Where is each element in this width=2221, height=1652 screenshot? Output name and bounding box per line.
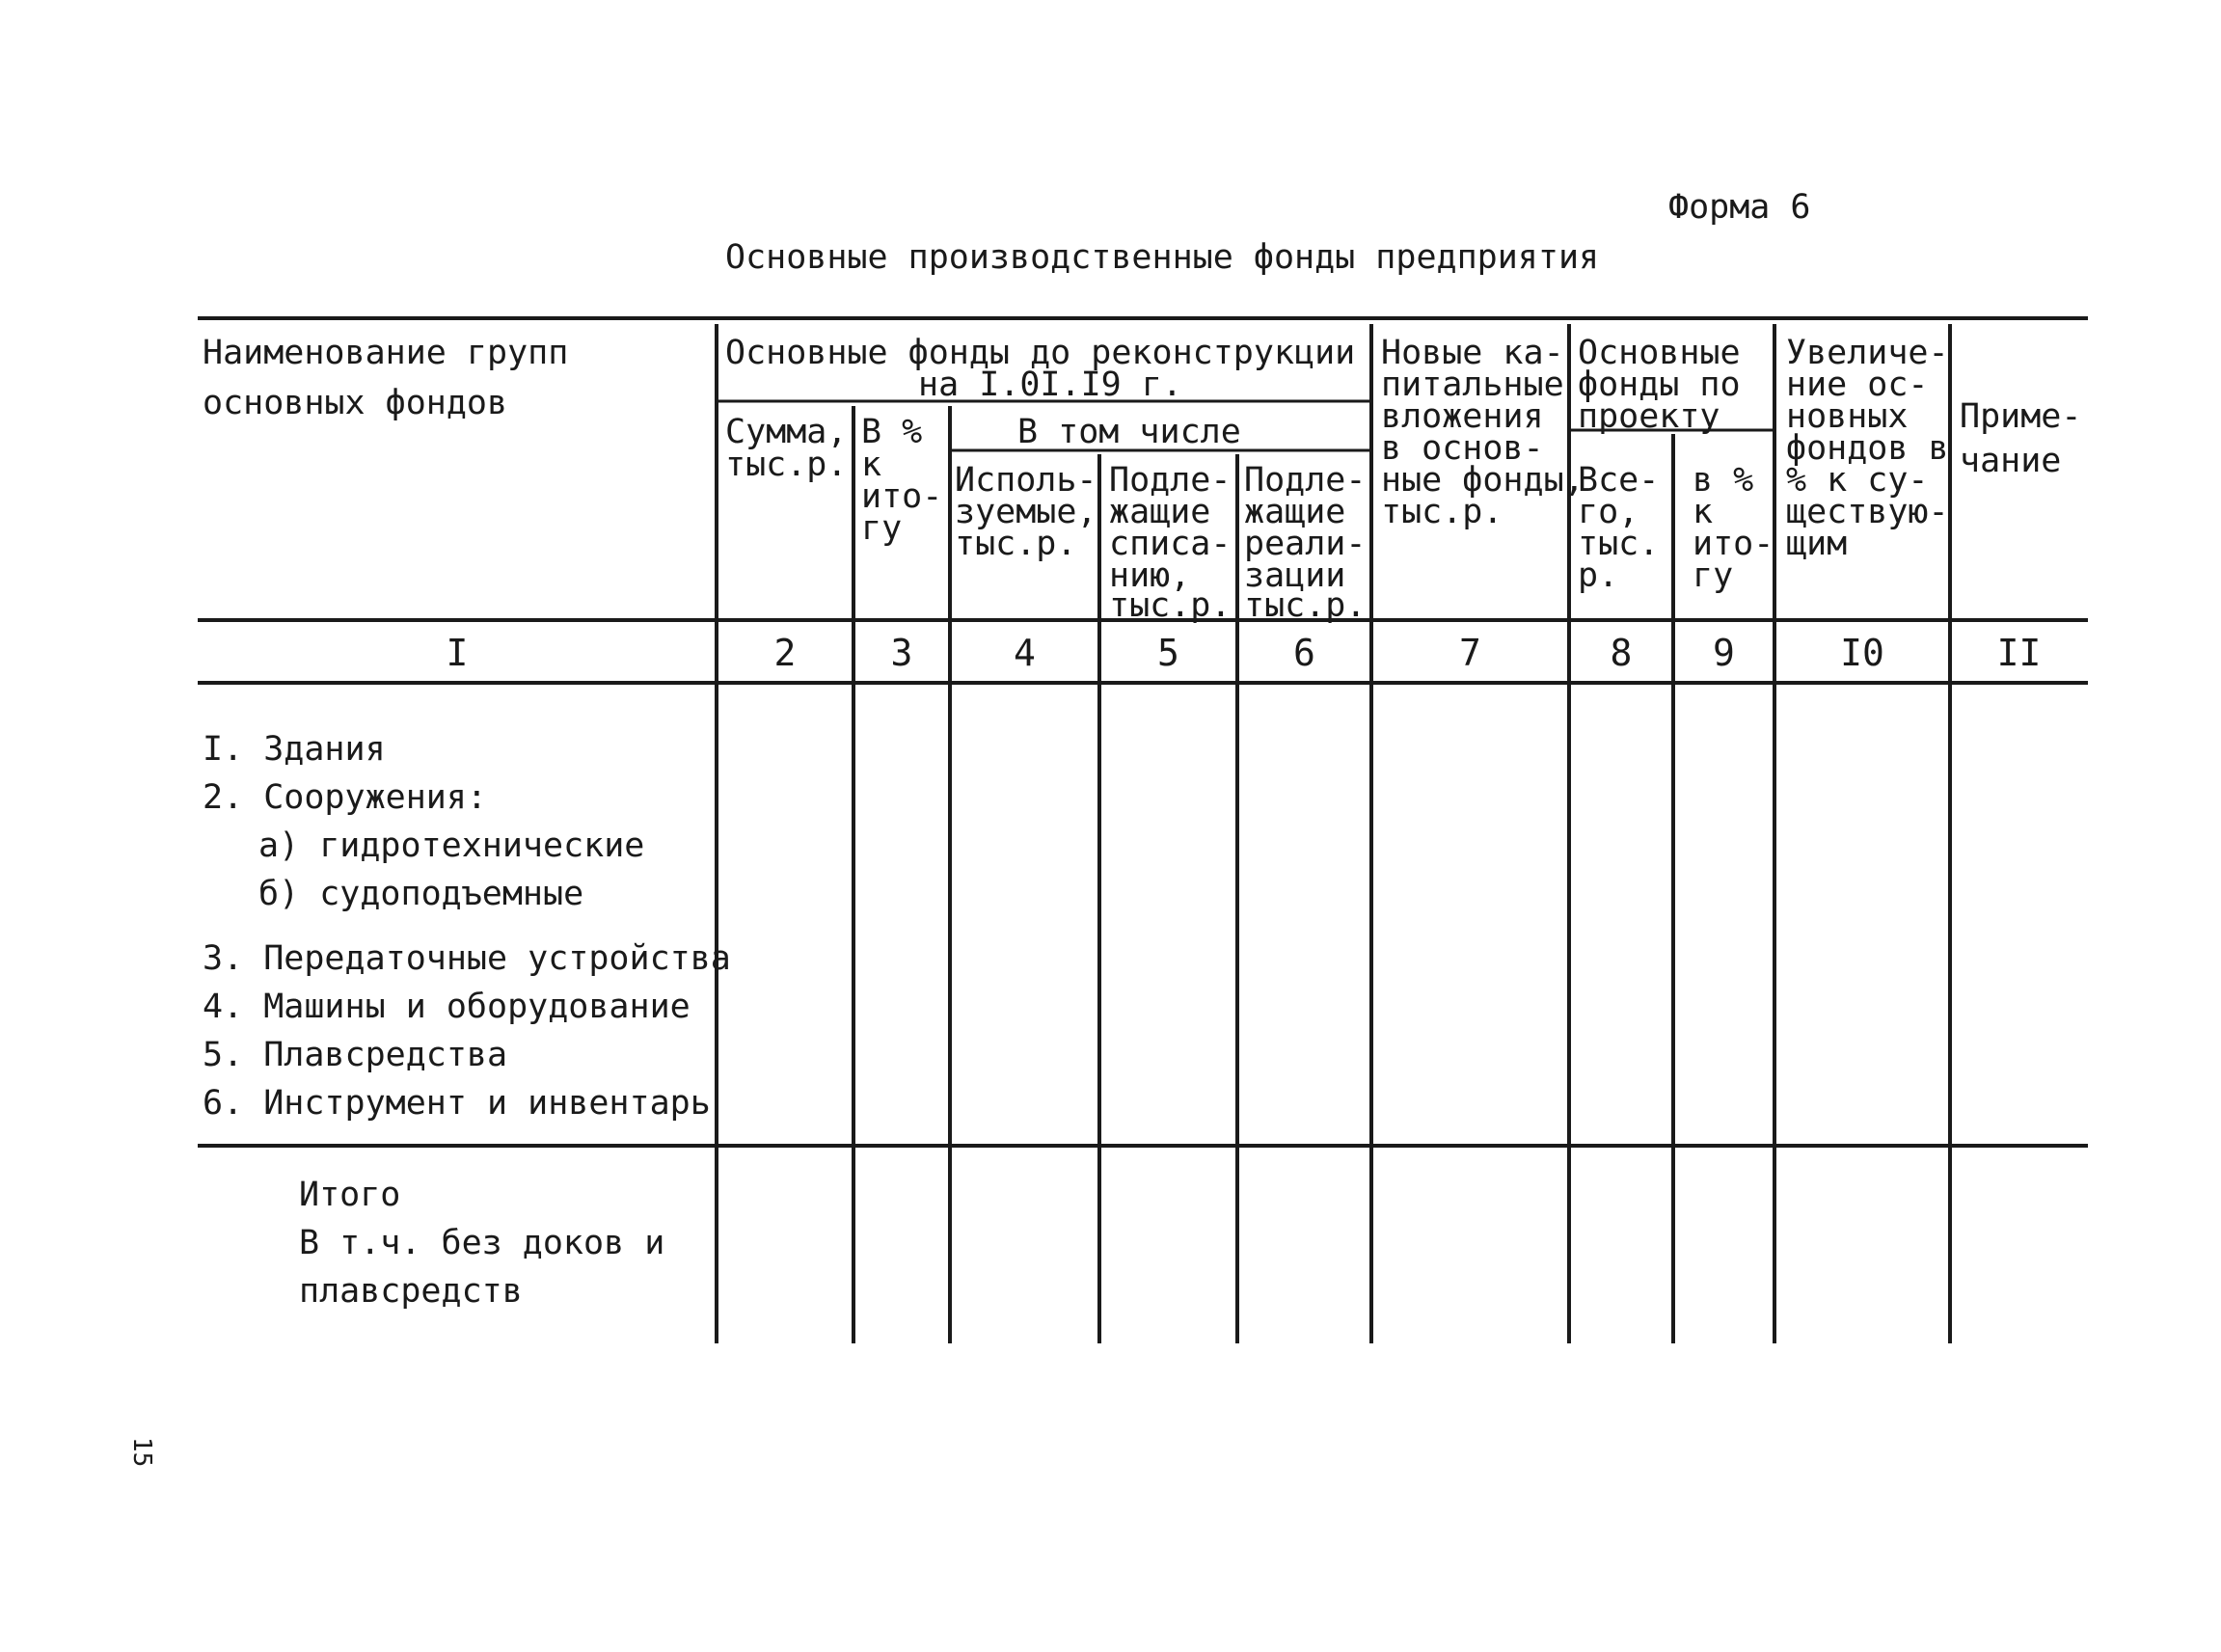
header-col11-line2: чание xyxy=(1960,442,2062,480)
column-number-9: 9 xyxy=(1713,632,1735,674)
header-col10-line5: % к су- xyxy=(1786,461,1929,500)
header-col9-line4: гу xyxy=(1693,556,1734,595)
column-number-3: 3 xyxy=(890,632,913,674)
header-col7-line1: Новые ка- xyxy=(1381,334,1564,372)
header-col8-line3: тыс. xyxy=(1578,525,1660,563)
page-title: Основные производственные фонды предприятия xyxy=(725,238,1600,277)
header-col10-line3: новных xyxy=(1786,397,1909,436)
header-col6-line2: жащие xyxy=(1244,493,1346,531)
total-label: Итого xyxy=(299,1176,401,1214)
header-col9-line3: ито- xyxy=(1693,525,1774,563)
row-tools: 6. Инструмент и инвентарь xyxy=(203,1084,711,1123)
header-col7-line6: тыс.р. xyxy=(1381,493,1503,531)
header-col3-line1: В % xyxy=(861,413,923,451)
header-col3-line4: гу xyxy=(861,509,903,548)
header-col10-line4: фондов в xyxy=(1786,429,1949,468)
header-group-project-line1: Основные xyxy=(1578,334,1741,372)
column-number-1: I xyxy=(446,632,469,674)
header-col8-line4: р. xyxy=(1578,556,1619,595)
header-col8-line1: Все- xyxy=(1578,461,1660,500)
header-col9-line2: к xyxy=(1693,493,1714,531)
row-hydrotechnical: а) гидротехнические xyxy=(258,826,645,865)
row-structures: 2. Сооружения: xyxy=(203,778,488,817)
page-number: 15 xyxy=(127,1437,156,1468)
header-col7-line5: ные фонды, xyxy=(1381,461,1584,500)
column-number-8: 8 xyxy=(1610,632,1633,674)
header-col4-line3: тыс.р. xyxy=(955,525,1077,563)
total-incl-label: В т.ч. без доков и xyxy=(299,1224,665,1262)
header-col4-line1: Исполь- xyxy=(955,461,1097,500)
header-col6-line1: Подле- xyxy=(1244,461,1367,500)
row-machinery: 4. Машины и оборудование xyxy=(203,988,691,1026)
header-group-before-line2: на I.0I.I9 г. xyxy=(918,366,1182,404)
header-col6-line3: реали- xyxy=(1244,525,1367,563)
column-number-11: II xyxy=(1996,632,2042,674)
header-col6-line5: тыс.р. xyxy=(1244,586,1367,625)
header-col2-line1: Сумма, xyxy=(725,413,848,451)
row-transmission: 3. Передаточные устройства xyxy=(203,939,731,978)
row-buildings: I. Здания xyxy=(203,730,386,769)
header-col9-line1: в % xyxy=(1693,461,1754,500)
column-number-5: 5 xyxy=(1157,632,1179,674)
header-col5-line2: жащие xyxy=(1109,493,1211,531)
header-col7-line3: вложения xyxy=(1381,397,1544,436)
header-col1-line1: Наименование групп xyxy=(203,334,569,372)
header-col10-line2: ние ос- xyxy=(1786,366,1929,404)
column-number-6: 6 xyxy=(1293,632,1315,674)
total-incl-label-cont: плавсредств xyxy=(299,1272,523,1311)
row-ship-lifting: б) судоподъемные xyxy=(258,875,584,913)
header-col4-line2: зуемые, xyxy=(955,493,1097,531)
header-group-before-line1: Основные фонды до реконструкции xyxy=(725,334,1356,372)
header-col3-line2: к xyxy=(861,446,882,484)
column-number-10: I0 xyxy=(1840,632,1884,674)
header-col2-line2: тыс.р. xyxy=(725,446,848,484)
header-group-project-line2: фонды по xyxy=(1578,366,1741,404)
header-col10-line1: Увеличе- xyxy=(1786,334,1949,372)
row-vessels: 5. Плавсредства xyxy=(203,1036,508,1074)
column-number-7: 7 xyxy=(1459,632,1481,674)
form-label: Форма 6 xyxy=(1668,188,1811,227)
column-number-2: 2 xyxy=(773,632,797,674)
header-col5-line1: Подле- xyxy=(1109,461,1232,500)
column-number-4: 4 xyxy=(1014,632,1036,674)
header-col5-line4: нию, xyxy=(1109,556,1191,595)
header-col7-line2: питальные xyxy=(1381,366,1564,404)
header-col3-line3: ито- xyxy=(861,477,943,516)
header-col11-line1: Приме- xyxy=(1960,397,2082,436)
header-col6-line4: зации xyxy=(1244,556,1346,595)
header-col10-line6: ществую- xyxy=(1786,493,1949,531)
header-col1-line2: основных фондов xyxy=(203,384,508,422)
header-col7-line4: в основ- xyxy=(1381,429,1544,468)
header-col8-line2: го, xyxy=(1578,493,1639,531)
header-col10-line7: щим xyxy=(1786,525,1848,563)
header-group-project-line3: проекту xyxy=(1578,397,1720,436)
header-col5-line5: тыс.р. xyxy=(1109,586,1232,625)
header-subgroup-including: В том числе xyxy=(1017,413,1241,451)
header-col5-line3: списа- xyxy=(1109,525,1232,563)
